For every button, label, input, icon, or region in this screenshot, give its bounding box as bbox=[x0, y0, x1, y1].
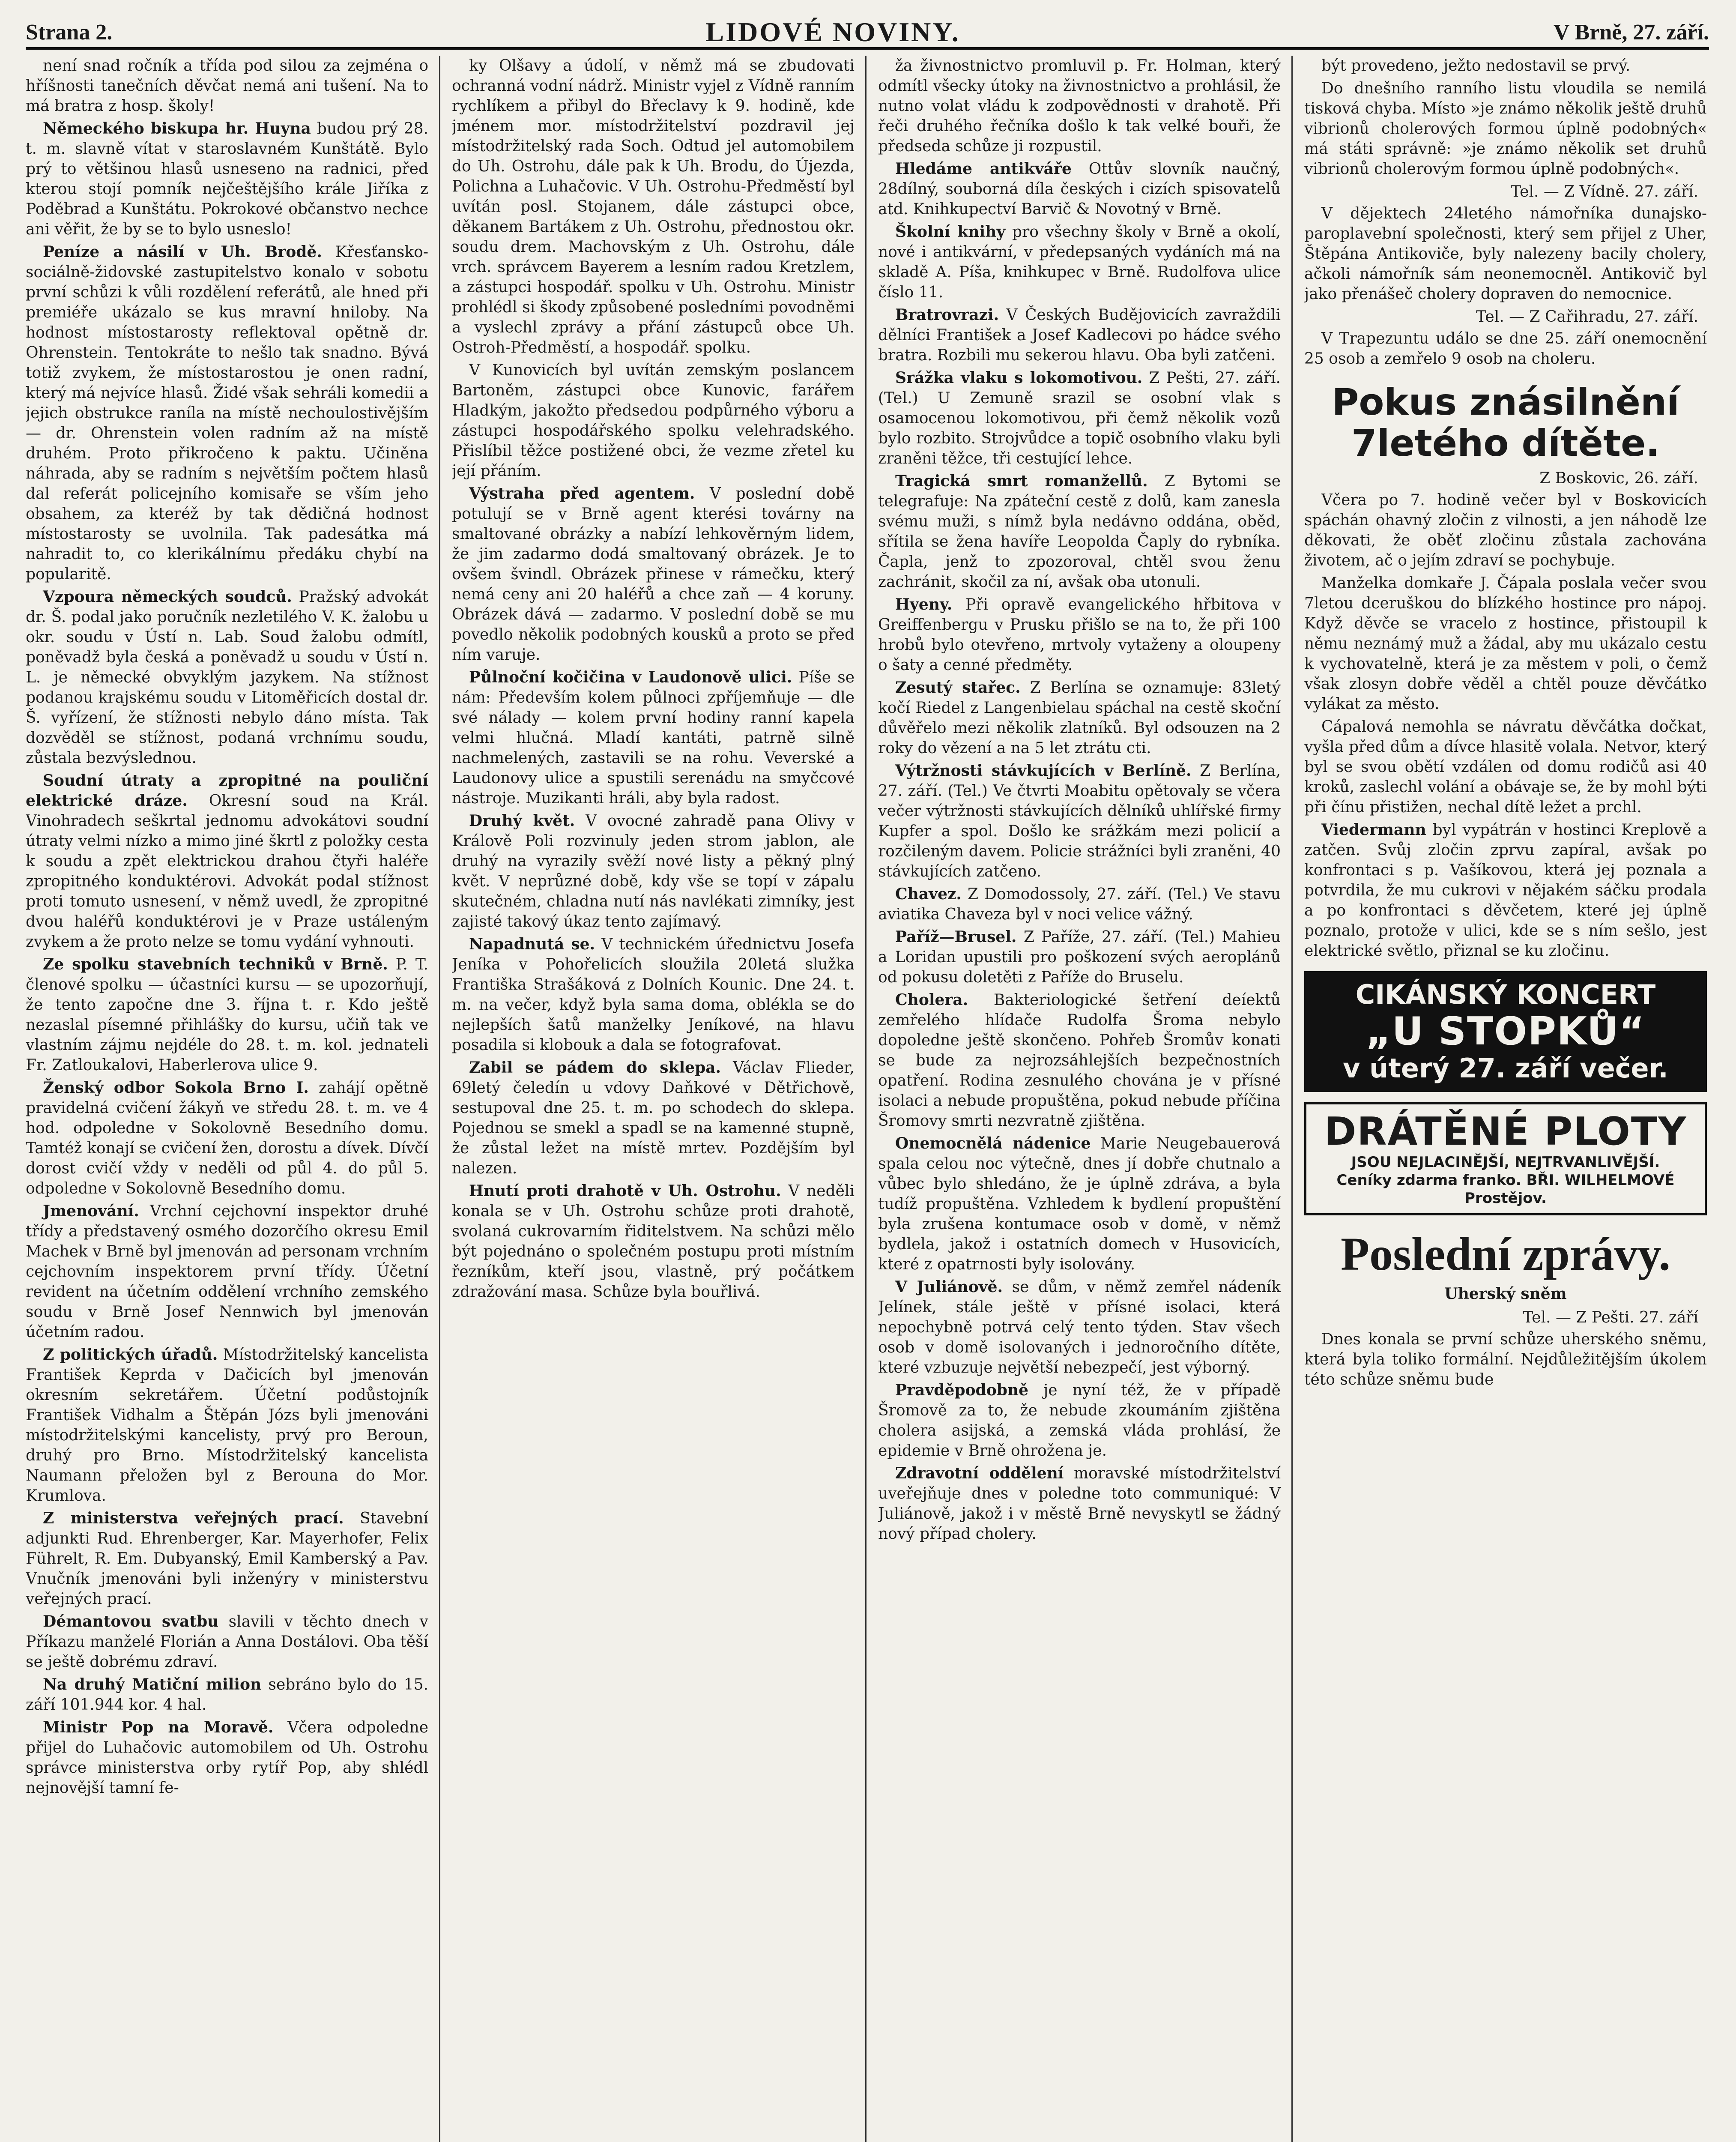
article-paragraph bbox=[26, 1675, 428, 1715]
article-paragraph bbox=[452, 934, 855, 1055]
article-heading: Německého biskupa hr. Huyna bbox=[43, 120, 311, 138]
article-text: Manželka domkaře J. Čápala poslala večer svou 7letou dceruškou do blízkého hostince pro nápoj. Když děvče se vracelo z hostince, přistoupil k němu neznámý muž a žádal, aby mu ukázalo cestu k vychovatelně, která je za městem v poli, o čemž však zlosyn dobře věděl a chtěl pouze děvčátko vylákat za město. bbox=[1304, 574, 1707, 713]
article-text: V Kunovicích byl uvítán zemským poslancem Bartoněm, zástupci obce Kunovic, farářem Hladkým, jakožto předsedou podpůrného výboru a zástupci hospodářského spolku velehradského. Přislíbil těžce postižené obci, že vezme zřetel ku její přáním. bbox=[452, 362, 855, 480]
article-text: pro všechny školy v Brně a okolí, nové i antikvární, v předepsaných vydáních má na skladě A. Píša, knihkupec v Brně. Rudolfova ulice číslo 11. bbox=[878, 223, 1281, 301]
article-text: ky Olšavy a údolí, v němž má se zbudovati ochranná vodní nádrž. Ministr vyjel z Vídně ranním rychlíkem a přibyl do Břeclavy k 9. hodině, kde jménem mor. místodržitelství pozdravil jej místodržitelský rada Soch. Odtud jel automobilem do Uh. Ostrohu, dále pak k Uh. Brodu, do Újezda, Polichna a Luhačovic. V Uh. Ostrohu-Předměstí byl uvítán posl. Stojanem, dále zástupci obce, děkanem Bartákem z Uh. Ostrohu, přednostou okr. soudu drem. Machovským z Uh. Ostrohu, dále vrch. správcem Bayerem a lesním radou Kretzlem, a zástupci hospodář. spolku v Uh. Ostrohu. Ministr prohlédl si škody způsobené posledními povodněmi a vyslechl zprávy a přání zástupců obce Uh. Ostroh-Předměstí, a hospodář. spolku. bbox=[452, 57, 855, 356]
article-heading: Ze spolku stavebních techniků v Brně. bbox=[43, 955, 388, 973]
article-paragraph bbox=[878, 222, 1281, 302]
article-text: byl vypátrán v hostinci Kreplově a zatčen. Svůj zločin zprvu zapíral, avšak po konfrontaci s p. Vašíkovou, která jej poznala a potvrdila, že mu cukrovi v nějakém sáčku prodala a po konfrontaci s děvčetem, které jej úplně poznalo, protože v ulici, kde se s ním sešlo, jest elektrické světlo, přiznal se ku zločinu. bbox=[1304, 821, 1707, 960]
fence-contact: Ceníky zdarma franko. BŘI. WILHELMOVÉ Prostějov. bbox=[1336, 1172, 1675, 1207]
article-text: Stavební adjunkti Rud. Ehrenberger, Kar. Mayerhofer, Felix Führelt, R. Em. Dubyanský, Emil Kamberský a Pav. Vnučník jmenováni byli inženýry v ministerstvu veřejných prací. bbox=[26, 1510, 428, 1608]
article-paragraph bbox=[1304, 329, 1707, 369]
concert-advert bbox=[1304, 971, 1707, 1092]
article-dateline: Tel. — Z Cařihradu, 27. září. bbox=[1476, 308, 1698, 326]
article-heading: Z ministerstva veřejných prací. bbox=[43, 1509, 344, 1527]
fence-slogan: JSOU NEJLACINĚJŠÍ, NEJTRVANLIVĚJŠÍ. bbox=[1351, 1154, 1660, 1171]
article-paragraph bbox=[26, 1078, 428, 1199]
article-paragraph bbox=[878, 368, 1281, 469]
article-text: Z Domodossoly, 27. září. (Tel.) Ve stavu aviatika Chaveza byl v noci velice vážný. bbox=[878, 886, 1281, 923]
article-text: V dějektech 24letého námořníka dunajsko-paroplavební společnosti, který sem přijel z Uher, Štěpána Antikoviče, byly nalezeny bacily cholery, ačkoli námořník sám neonemocněl. Antikovič byl jako přenášeč cholery dopraven do nemocnice. bbox=[1304, 205, 1707, 303]
article-paragraph bbox=[878, 761, 1281, 882]
last-news-title: Poslední zprávy. bbox=[1340, 1228, 1671, 1280]
article-dateline: Z Boskovic, 26. září. bbox=[1539, 470, 1698, 487]
article-paragraph bbox=[878, 56, 1281, 156]
article-paragraph bbox=[878, 678, 1281, 758]
article-text: Křesťansko-sociálně-židovské zastupitelstvo konalo v sobotu první schůzi k vůli rozdělení referátů, ale hned při premiéře ukázalo se kus mravní hniloby. Na hodnost místostarosty reflektoval opětně dr. Ohrenstein. Tentokráte to nešlo tak snadno. Bývá totiž zvykem, že místostarostou je onen radní, který má nejvíce hlasů. Židé však sehráli komedii a jejich obstrukce raníla na místě nechoulostivějším — dr. Ohrenstein volen radním až na místě druhém. Proto přikročeno k paktu. Učiněna náhrada, aby se radním s největším počtem hlasů dal referát policejního komisaře se vším jeho obsahem, za kteréž by tak dědičná hodnost místostarosty se uvolnila. Tak padesátka má nahradit to, co klerikálnímu předáku chybí na popularitě. bbox=[26, 243, 428, 583]
column-rule bbox=[1291, 56, 1293, 2142]
article-heading: Ministr Pop na Moravě. bbox=[43, 1718, 274, 1736]
article-heading: Výstraha před agentem. bbox=[469, 485, 695, 503]
article-paragraph bbox=[452, 811, 855, 932]
article-heading: Hledáme antikváře bbox=[895, 160, 1072, 178]
article-heading: Z politických úřadů. bbox=[43, 1346, 218, 1364]
article-text: slavili v těchto dnech v Příkazu manželé Florián a Anna Dostálovi. Oba těší se ještě dobrému zdraví. bbox=[26, 1613, 428, 1671]
article-text: Ottův slovník naučný, 28dílný, souborná díla českých i cizích spisovatelů atd. Knihkupectví Barvič & Novotný v Brně. bbox=[878, 160, 1281, 218]
article-paragraph bbox=[452, 360, 855, 481]
article-paragraph bbox=[878, 884, 1281, 924]
article-text: V Trapezuntu událo se dne 25. září onemocnění 25 osob a zemřelo 9 osob na choleru. bbox=[1304, 330, 1707, 368]
article-heading: Srážka vlaku s lokomotivou. bbox=[895, 369, 1143, 387]
article-paragraph bbox=[26, 1508, 428, 1609]
article-paragraph bbox=[26, 771, 428, 952]
article-heading: Bratrovrazi. bbox=[895, 306, 999, 324]
article-text: Včera po 7. hodině večer byl v Boskovicích spáchán ohavný zločin z vilnosti, a jen náhodě lze děkovati, že oběť zločinu zůstala zachována životem, ač o jejím zdraví se pochybuje. bbox=[1304, 491, 1707, 569]
article-text: být provedeno, ježto nedostavil se prvý. bbox=[1321, 57, 1631, 75]
article-paragraph bbox=[1304, 717, 1707, 817]
concert-venue: „U STOPKŮ“ bbox=[1365, 1009, 1646, 1054]
issue-date: V Brně, 27. září. bbox=[1554, 20, 1709, 45]
article-heading: Peníze a násilí v Uh. Brodě. bbox=[43, 243, 322, 261]
article-paragraph bbox=[878, 990, 1281, 1131]
last-news-dateline: Tel. — Z Pešti. 27. září bbox=[1523, 1309, 1698, 1326]
article-heading: Zabil se pádem do sklepa. bbox=[469, 1059, 721, 1077]
article-text: Z Pešti, 27. září. (Tel.) U Zemuně srazil se osobní vlak s osamocenou lokomotivou, při čemž několik vozů bylo rozbito. Strojvůdce a topič osobního vlaku byli zraněni těžce, tři cestující lehce. bbox=[878, 369, 1281, 467]
article-text: ža živnostnictvo promluvil p. Fr. Holman, který odmítl všecky útoky na živnostnictvo a prohlásil, že nutno volat vládu k zodpovědnosti v drahotě. Při řeči druhého řečníka došlo k tak velké bouři, že předseda schůze ji rozpustil. bbox=[878, 57, 1281, 155]
column-rule bbox=[865, 56, 867, 2142]
article-paragraph bbox=[26, 56, 428, 116]
article-paragraph bbox=[452, 56, 855, 358]
article-text: se dům, v němž zemřel nádeník Jelínek, stále ještě v přísné isolaci, která nepochybně potrvá celý tento týden. Stav všech osob v domě isolovaných i jednoročního dítěte, které vzbuzuje největší nebezpečí, jest výborný. bbox=[878, 1278, 1281, 1376]
article-heading: V Juliánově. bbox=[895, 1278, 1003, 1296]
article-text: Z Berlína se oznamuje: 83letý kočí Riedel z Langenbielau spáchal na cestě skoční důvěřelo mezi několik zlatníků. Byl odsouzen na 2 roky do vězení a na 5 let ztrátu cti. bbox=[878, 679, 1281, 757]
article-heading: Tragická smrt romanžellů. bbox=[895, 472, 1148, 490]
article-paragraph bbox=[878, 1277, 1281, 1378]
article-text: zahájí opětně pravidelná cvičení žákyň ve středu 28. t. m. ve 4 hod. odpoledne v Sokolovně Besedního domu. Tamtéž konají se cvičení žen, dorostu a dívek. Dívčí dorost cvičí vždy v neděli od půl 4. do půl 5. odpoledne v Sokolovně Besedního domu. bbox=[26, 1079, 428, 1197]
article-paragraph bbox=[452, 1058, 855, 1179]
article-heading: Pravděpodobně bbox=[895, 1381, 1028, 1399]
article-heading: Vzpoura německých soudců. bbox=[43, 588, 292, 606]
article-text: V Českých Budějovicích zavraždili dělníci František a Josef Kadlecovi po hádce svého bratra. Rozbili mu sekerou hlavu. Oba byli zatčeni. bbox=[878, 306, 1281, 364]
article-text: Okresní soud na Král. Vinohradech seškrtal jednomu advokátovi soudní útraty velmi nízko a mimo jiné škrtl z položky cesta k soudu a zpět elektrickou drahou čtyři haléře zpropitného konduktérovi. Advokát podal stížnost proti tomuto usnesení, v němž uvedl, že zpropitné dvou haléřů konduktérovi je v Praze ustáleným zvykem a že proto nelze se tomu vydání vyhnouti. bbox=[26, 792, 428, 951]
column-rule bbox=[439, 56, 440, 2142]
article-paragraph bbox=[452, 667, 855, 808]
masthead-title: LIDOVÉ NOVINY. bbox=[705, 17, 960, 47]
article-paragraph bbox=[878, 1380, 1281, 1461]
article-paragraph bbox=[878, 305, 1281, 365]
article-paragraph bbox=[1304, 56, 1707, 76]
article-paragraph bbox=[26, 119, 428, 239]
article-text: budou prý 28. t. m. slavně vítat v staroslavném Kunštátě. Bylo prý to většinou hlasů usneseno na radnici, před kterou stojí pomník nejčeštějšího krále Jiříka z Poděbrad a Kunštátu. Pokrokové občanstvo nechce ani věřit, že by se to bylo usneslo! bbox=[26, 120, 428, 238]
article-text: Z Bytomi se telegrafuje: Na zpáteční cestě z dolů, kam zanesla svému muži, s nímž byla nedávno oddána, oběd, sřítila se žena havíře Leopolda Čaply do rybníka. Čapla, jenž to zpozoroval, chtěl svou ženu zachránit, skočil za ní, avšak oba utonuli. bbox=[878, 473, 1281, 591]
article-heading: Onemocnělá nádenice bbox=[895, 1134, 1091, 1152]
article-heading: Školní knihy bbox=[895, 223, 1006, 241]
fence-title: DRÁTĚNÉ PLOTY bbox=[1324, 1109, 1687, 1154]
article-text: Píše se nám: Především kolem půlnoci zpříjemňuje — dle své nálady — kolem první hodiny ranní kapela velmi hlučná. Mladí kantáti, patrně silně nachmelených, zastavili se na rohu. Veverské a Laudonovy ulice a spustili serenádu na smyčcové nástroje. Muzikanti hráli, aby byla radost. bbox=[452, 669, 855, 807]
article-paragraph bbox=[26, 954, 428, 1075]
article-text: Pražský advokát dr. Š. podal jako poručník nezletilého V. K. žalobu u okr. soudu v Ústí n. Lab. Soud žalobu odmítl, poněvadž byla česká a poněvadž u soudu v Ústí n. L. je německé obvyklým jazykem. Na stížnost podanou krajskému soudu v Litoměřicích dostal dr. Š. vyřízení, že stížnosti nebylo dáno místa. Tak dozvěděl se stížnost, podaná vrchnímu soudu, zůstala bezvýslednou. bbox=[26, 588, 428, 767]
article-paragraph bbox=[26, 1612, 428, 1672]
article-paragraph bbox=[26, 1201, 428, 1342]
article-paragraph bbox=[878, 927, 1281, 987]
last-news-subtitle: Uherský sněm bbox=[1444, 1285, 1567, 1303]
article-paragraph bbox=[878, 1134, 1281, 1274]
article-text: Marie Neugebauerová spala celou noc výtečně, dnes jí dobře chutnalo a vůbec bylo shledáno, že je úplně zdráva, a byla tudíž propuštěna. Vzhledem k bydlení propuštění byla zrušena kontumace osob v domě, v němž bydlela, jakož i ostatních domech v Husovicích, které z opatrnosti byly isolovány. bbox=[878, 1135, 1281, 1273]
article-text: Václav Flieder, 69letý čeledín u vdovy Daňkové v Dětřichově, sestupoval dne 25. t. m. po schodech do sklepa. Pojednou se smekl a spadl se na kamenné stupně, že zůstal ležet na místě mrtev. Pozdějším byl nalezen. bbox=[452, 1059, 855, 1177]
article-heading: Démantovou svatbu bbox=[43, 1612, 219, 1630]
article-text: je nyní též, že v případě Šromově za to, že nebude zkoumáním zjištěna cholera asijská, a zemská vláda prohlásí, že epidemie v Brně ohrožena je. bbox=[878, 1382, 1281, 1460]
article-text: sebráno bylo do 15. září 101.944 kor. 4 hal. bbox=[26, 1676, 428, 1714]
article-heading: Na druhý Matiční milion bbox=[43, 1675, 262, 1693]
article-text: moravské místodržitelství uveřejňuje dnes v poledne toto communiqué: V Juliánově, jakož i v městě Brně nevyskytl se žádný nový případ cholery. bbox=[878, 1465, 1281, 1543]
concert-title: CIKÁNSKÝ KONCERT bbox=[1355, 979, 1656, 1010]
article-paragraph bbox=[878, 595, 1281, 675]
article-headline: Pokus znásilnění 7letého dítěte. bbox=[1332, 381, 1679, 465]
article-paragraph bbox=[878, 471, 1281, 592]
column-4 bbox=[1304, 56, 1707, 2142]
article-heading: Viedermann bbox=[1321, 821, 1426, 839]
article-text: V technickém úřednictvu Josefa Jeníka v Pohořelicích sloužila 20letá služka Františka Strašáková z Dolních Kounic. Dne 24. t. m. na večer, když byla sama doma, oblékla se do nejlepších šatů manželky Jeníkové, na hlavu posadila si klobouk a dala se fotografovat. bbox=[452, 936, 855, 1054]
article-paragraph bbox=[878, 1463, 1281, 1544]
article-paragraph bbox=[1304, 573, 1707, 714]
article-text: Včera odpoledne přijel do Luhačovic automobilem od Uh. Ostrohu správce ministerstva orby rytíř Pop, aby shlédl nejnovější tamní fe- bbox=[26, 1719, 428, 1797]
article-text: Z Berlína, 27. září. (Tel.) Ve čtvrti Moabitu opětovaly se včera večer výtržnosti stávkujících dělníků uhlířské firmy Kupfer a spol. Došlo ke srážkám mezi policií a rozčileným davem. Policie strážníci byli zraněni, 40 stávkujících zatčeno. bbox=[878, 762, 1281, 880]
article-paragraph bbox=[1304, 820, 1707, 961]
column-1 bbox=[26, 56, 428, 2142]
column-2 bbox=[452, 56, 855, 2142]
article-heading: Jmenování. bbox=[43, 1202, 139, 1220]
article-heading: Hyeny. bbox=[895, 595, 953, 613]
last-news-text: Dnes konala se první schůze uherského sněmu, která byla toliko formální. Nejdůležitějším úkolem této schůze sněmu bude bbox=[1304, 1331, 1707, 1388]
article-heading: Půlnoční kočičina v Laudonově ulici. bbox=[469, 668, 792, 686]
column-3 bbox=[878, 56, 1281, 2142]
article-heading: Zdravotní oddělení bbox=[895, 1464, 1064, 1482]
article-heading: Cholera. bbox=[895, 991, 968, 1009]
article-heading: Druhý květ. bbox=[469, 812, 575, 830]
article-text: Při opravě evangelického hřbitova v Greiffenbergu v Prusku přišlo se na to, že při 100 hrobů bylo otevřeno, mrtvoly vytaženy a oloupeny o šaty a cenné předměty. bbox=[878, 596, 1281, 674]
article-text: V poslední době potulují se v Brně agent kterési továrny na smaltované obrázky a nabízí lehkověrným lidem, že jim zadarmo dodá smaltovaný obrázek. Je to ovšem švindl. Obrázek přinese v rámečku, který nemá ceny ani 20 haléřů a chce zaň — 4 koruny. Obrázek dává — zadarmo. V poslední době se mu povedlo několik podobných kousků a proto se před ním varuje. bbox=[452, 485, 855, 664]
page-label: Strana 2. bbox=[26, 20, 113, 45]
article-paragraph bbox=[1304, 203, 1707, 304]
article-heading: Soudní útraty a zpropitné na pouliční elektrické dráze. bbox=[26, 772, 428, 810]
article-heading: Zesutý stařec. bbox=[895, 679, 1021, 697]
article-paragraph bbox=[26, 1345, 428, 1506]
article-paragraph bbox=[452, 484, 855, 665]
columns bbox=[26, 56, 1709, 2142]
article-dateline: Tel. — Z Vídně. 27. září. bbox=[1510, 183, 1698, 200]
article-text: P. T. členové spolku — účastníci kursu — se upozorňují, že tento započne dne 3. října t. r. Kdo ještě nezaslal písemné přihlášky do kursu, učiň tak ve vlastním zájmu nejdéle do 28. t. m. kol. jednateli Fr. Zatloukalovi, Haberlerova ulice 9. bbox=[26, 956, 428, 1074]
article-text: Vrchní cejchovní inspektor druhé třídy a představený osmého dozorčího okresu Emil Machek v Brně byl jmenován ad personam vrchním cejchovním inspektorem první třídy. Účetní revident na účetním oddělení vrchního zemského soudu v Brně Josef Nennwich byl jmenován účetním radou. bbox=[26, 1203, 428, 1341]
article-paragraph bbox=[878, 159, 1281, 219]
article-paragraph bbox=[26, 1717, 428, 1798]
article-text: V neděli konala se v Uh. Ostrohu schůze proti drahotě, svolaná cukrovarním řiditelstvem. Na schůzi mělo být pojednáno o společném postupu proti místním řezníkům, kteří jsou, vlastně, prý počátkem zdražování masa. Schůze byla bouřlivá. bbox=[452, 1182, 855, 1301]
article-text: Do dnešního ranního listu vloudila se nemilá tisková chyba. Místo »je známo několik ještě druhů vibrionů cholerových formou úplně podobných« má státi správně: »je známo několik set druhů vibrionů cholerovým formou úplně podobných«. bbox=[1304, 80, 1707, 178]
article-heading: Výtržnosti stávkujících v Berlíně. bbox=[895, 762, 1192, 780]
article-heading: Ženský odbor Sokola Brno I. bbox=[43, 1079, 309, 1097]
article-text: Z Paříže, 27. září. (Tel.) Mahieu a Loridan upustili pro poškození svých aeroplánů od pokusu doletěti z Paříže do Bruselu. bbox=[878, 928, 1281, 986]
article-text: není snad ročník a třída pod silou za zejména o hříšnosti tanečních děvčat nemá ani tušení. Na to má bratra z hosp. školy! bbox=[26, 57, 428, 115]
fence-advert bbox=[1304, 1102, 1707, 1215]
article-text: V ovocné zahradě pana Olivy v Králově Poli rozvinuly jeden strom jablon, ale druhý na vyrazily svěží nové listy a pěkný plný květ. V neprůzné době, kdy vše se topí v zápalu skutečném, chladna nutí nás navlékati zimníky, jest zajisté takový úkaz tento zajímavý. bbox=[452, 812, 855, 930]
article-heading: Hnutí proti drahotě v Uh. Ostrohu. bbox=[469, 1182, 781, 1200]
article-text: Bakteriologické šetření deíektů zemřelého hlídače Rudolfa Šroma nebylo dopoledne ještě skončeno. Pohřeb Šromův konati se bude za nejrozsáhlejších bezpečnostních opatření. Rodina zesnulého chována je v přísné isolaci a nebude propuštěna, pokud nebude příčina Šromovy smrti nezvratně zjištěna. bbox=[878, 991, 1281, 1130]
article-heading: Paříž—Brusel. bbox=[895, 928, 1017, 946]
article-text: Cápalová nemohla se návratu děvčátka dočkat, vyšla před dům a dívce hlasitě volala. Netvor, který byl se svou obětí vzdálen od domu rodičů asi 40 kroků, zaslechl volání a obávaje se, že by mohl býti při čínu přistižen, nechal dítě ležet a prchl. bbox=[1304, 718, 1707, 816]
article-paragraph bbox=[452, 1181, 855, 1302]
column-4-articles bbox=[1304, 56, 1707, 961]
page-header bbox=[26, 17, 1709, 50]
article-text: Místodržitelský kancelista František Keprda v Dačicích byl jmenován okresním sekretářem. Účetní podůstojník František Vidhalm a Štěpán Józs byli jmenováni místodržitelskými kancelisty, prvý pro Beroun, druhý pro Brno. Místodržitelský kancelista Naumann přeložen byl z Berouna do Mor. Krumlova. bbox=[26, 1346, 428, 1505]
article-paragraph bbox=[1304, 490, 1707, 571]
article-paragraph bbox=[1304, 78, 1707, 179]
article-paragraph bbox=[26, 587, 428, 768]
article-heading: Napadnutá se. bbox=[469, 935, 595, 953]
concert-date: v úterý 27. září večer. bbox=[1343, 1053, 1668, 1084]
article-paragraph bbox=[26, 242, 428, 584]
article-heading: Chavez. bbox=[895, 885, 962, 903]
